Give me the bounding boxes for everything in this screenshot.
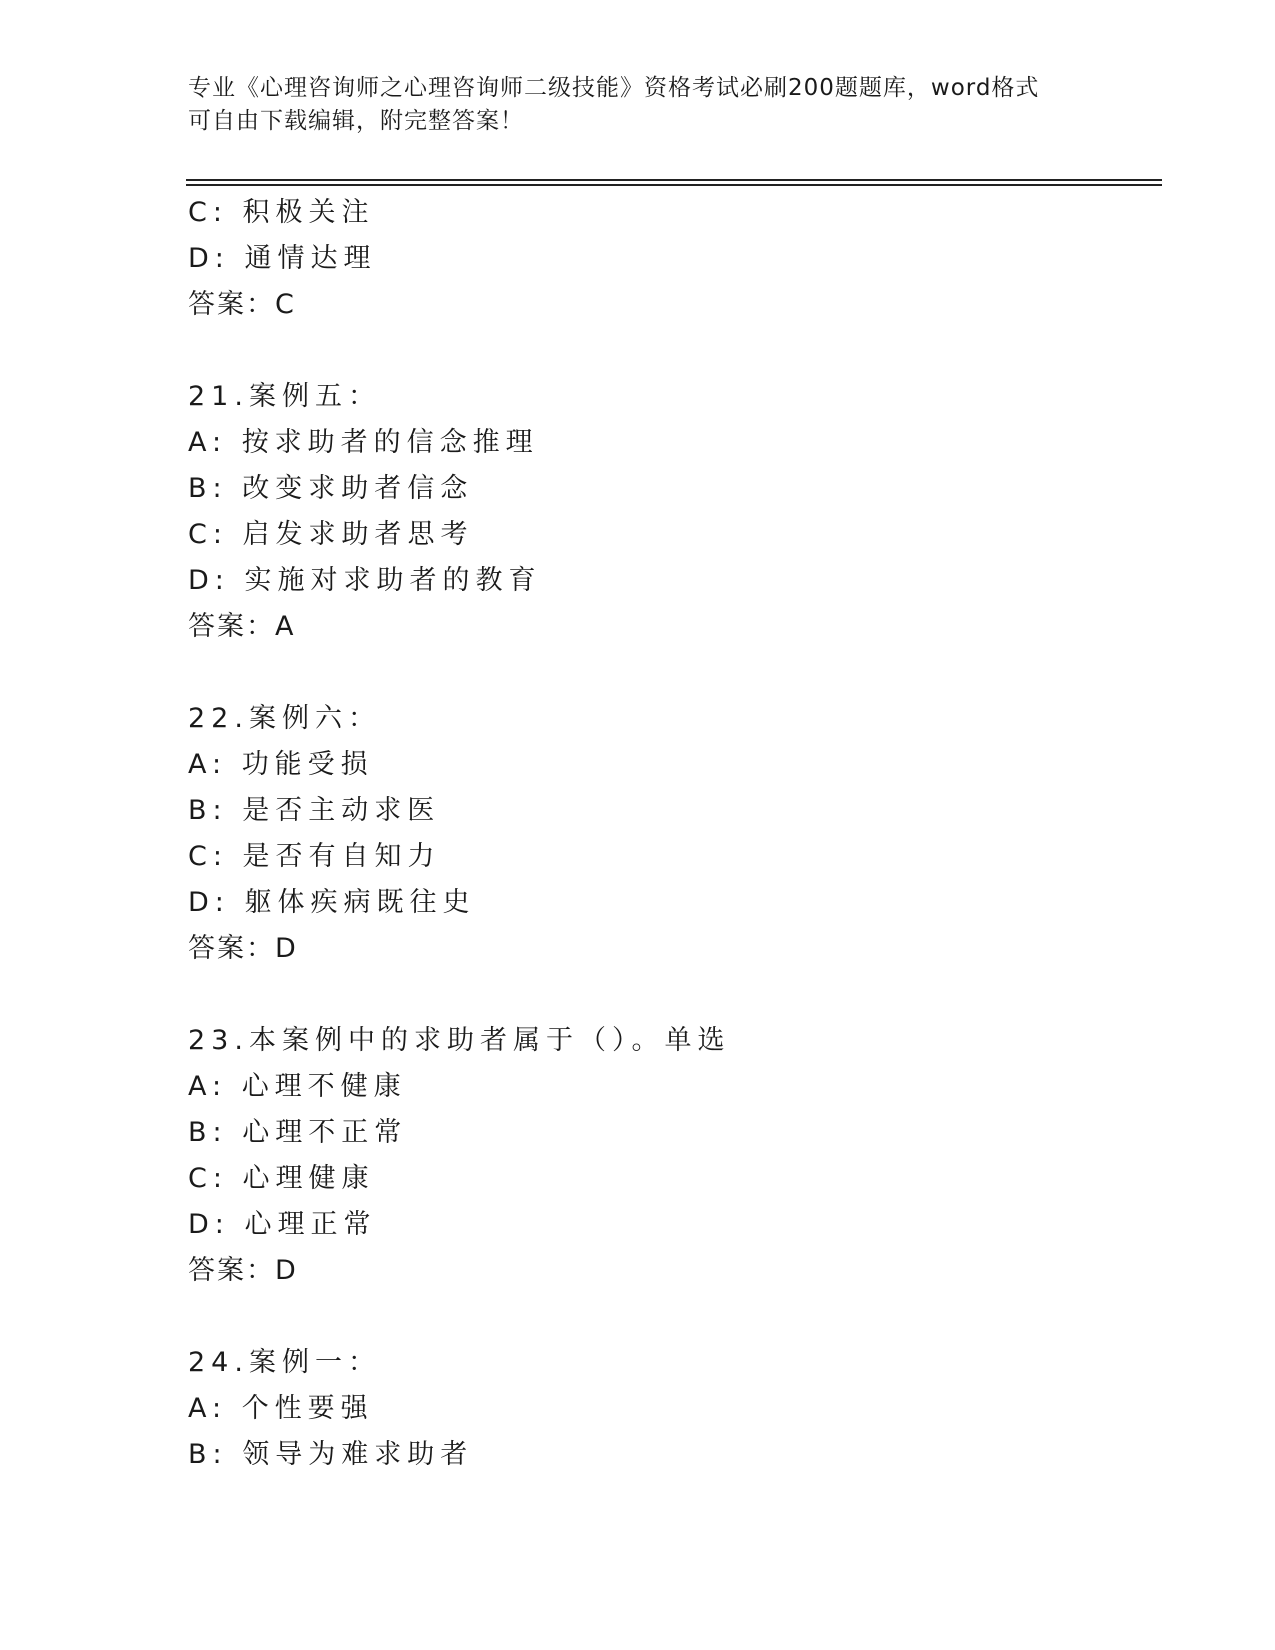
option-text: 是否有自知力 <box>242 841 441 872</box>
option-letter: C: <box>188 519 228 550</box>
option-line <box>188 880 1148 926</box>
option-text: 心理健康 <box>242 1163 375 1194</box>
option-letter: B: <box>188 795 228 826</box>
option-letter: D: <box>188 565 230 596</box>
answer-line: 答案：D <box>188 933 298 964</box>
option-line <box>188 742 1148 788</box>
option-line <box>188 558 1148 604</box>
question-stem: 21.案例五： <box>188 381 381 412</box>
option-text: 按求助者的信念推理 <box>241 427 539 458</box>
option-letter: A: <box>188 1393 228 1424</box>
option-text: 心理不健康 <box>241 1071 407 1102</box>
option-line <box>188 512 1148 558</box>
option-line <box>188 1202 1148 1248</box>
option-line <box>188 420 1148 466</box>
option-line <box>188 788 1148 834</box>
option-letter: A: <box>188 749 228 780</box>
option-letter: B: <box>188 1439 228 1470</box>
option-letter: C: <box>188 841 228 872</box>
option-text: 通情达理 <box>244 243 377 274</box>
option-letter: C: <box>188 1163 228 1194</box>
option-text: 启发求助者思考 <box>242 519 474 550</box>
question-stem: 22.案例六： <box>188 703 381 734</box>
option-line <box>188 190 1148 236</box>
option-text: 积极关注 <box>242 197 375 228</box>
option-line <box>188 466 1148 512</box>
option-letter: B: <box>188 1117 228 1148</box>
answer-line: 答案：C <box>188 289 296 320</box>
option-text: 躯体疾病既往史 <box>244 887 476 918</box>
option-text: 心理正常 <box>244 1209 377 1240</box>
option-text: 心理不正常 <box>242 1117 408 1148</box>
option-letter: D: <box>188 1209 230 1240</box>
header-divider-bottom <box>186 184 1162 186</box>
question-list <box>188 190 1148 1478</box>
document-header <box>188 72 1088 138</box>
option-letter: B: <box>188 473 228 504</box>
option-line <box>188 1156 1148 1202</box>
option-text: 实施对求助者的教育 <box>244 565 542 596</box>
spacer <box>188 650 1148 696</box>
option-letter: C: <box>188 197 228 228</box>
option-text: 功能受损 <box>241 749 374 780</box>
option-text: 领导为难求助者 <box>242 1439 474 1470</box>
option-line <box>188 1386 1148 1432</box>
spacer <box>188 972 1148 1018</box>
question-stem: 24.案例一： <box>188 1347 381 1378</box>
option-line <box>188 236 1148 282</box>
option-letter: D: <box>188 243 230 274</box>
option-letter: A: <box>188 427 228 458</box>
header-line-1: 专业《心理咨询师之心理咨询师二级技能》资格考试必刷200题题库，word格式 <box>188 75 1040 101</box>
question-stem: 23.本案例中的求助者属于（）。单选 <box>188 1025 731 1056</box>
option-line <box>188 1432 1148 1478</box>
spacer <box>188 328 1148 374</box>
option-line <box>188 1064 1148 1110</box>
option-letter: D: <box>188 887 230 918</box>
option-line <box>188 1110 1148 1156</box>
option-line <box>188 834 1148 880</box>
header-line-2: 可自由下载编辑，附完整答案！ <box>188 108 524 134</box>
header-divider-top <box>186 179 1162 181</box>
option-text: 个性要强 <box>241 1393 374 1424</box>
answer-line: 答案：A <box>188 611 296 642</box>
answer-line: 答案：D <box>188 1255 298 1286</box>
option-letter: A: <box>188 1071 228 1102</box>
option-text: 改变求助者信念 <box>242 473 474 504</box>
option-text: 是否主动求医 <box>242 795 441 826</box>
spacer <box>188 1294 1148 1340</box>
